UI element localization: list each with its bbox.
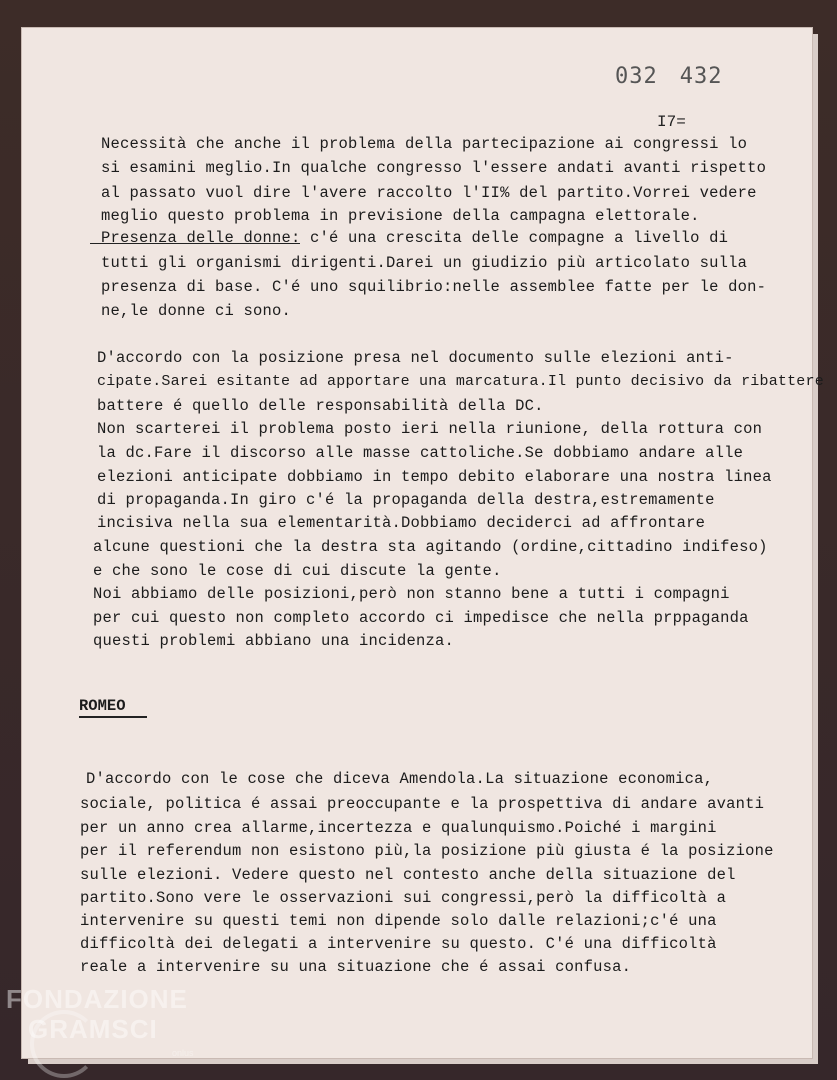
text-line: ne,le donne ci sono. [101,302,292,320]
text-line: elezioni anticipate dobbiamo in tempo debito elaborare una nostra linea [97,468,772,486]
text-line: e che sono le cose di cui discute la gente. [93,562,502,580]
text-line: per cui questo non completo accordo ci impedisce che nella prppaganda [93,609,749,627]
text-line: la dc.Fare il discorso alle masse cattoliche.Se dobbiamo andare alle [97,444,744,462]
text-line: Necessità che anche il problema della partecipazione ai congressi lo [101,135,748,153]
text-line: incisiva nella sua elementarità.Dobbiamo deciderci ad affrontare [97,514,706,532]
text-line: al passato vuol dire l'avere raccolto l'II% del partito.Vorrei vedere [101,184,757,202]
text-line: sulle elezioni. Vedere questo nel contesto anche della situazione del [80,866,736,884]
text-line: partito.Sono vere le osservazioni sui congressi,però la difficoltà a [80,889,727,907]
text-line: di propaganda.In giro c'é la propaganda della destra,estremamente [97,491,715,509]
page-number: I7= [657,113,686,131]
text-line: cipate.Sarei esitante ad apportare una marcatura.Il punto decisivo da ribattere [97,373,824,390]
watermark-small: onlus [172,1048,194,1058]
text-line: intervenire su questi temi non dipende solo dalle relazioni;c'é una [80,912,717,930]
watermark [6,984,188,1044]
text-line: D'accordo con la posizione presa nel documento sulle elezioni anti- [97,349,734,367]
text-line: questi problemi abbiano una incidenza. [93,632,455,650]
text-line: presenza di base. C'é uno squilibrio:nelle assemblee fatte per le don- [101,278,767,296]
text-line: si esamini meglio.In qualche congresso l'essere andati avanti rispetto [101,159,767,177]
text-line: battere é quello delle responsabilità della DC. [97,397,544,415]
text-line: difficoltà dei delegati a intervenire su questo. C'é una difficoltà [80,935,717,953]
text-line: alcune questioni che la destra sta agitando (ordine,cittadino indifeso) [93,538,768,556]
text-line: sociale, politica é assai preoccupante e la prospettiva di andare avanti [80,795,765,813]
text-line: per un anno crea allarme,incertezza e qualunquismo.Poiché i margini [80,819,717,837]
archive-number-left: 032 [615,64,658,89]
speaker-name: ROMEO [79,697,126,715]
text-line: meglio questo problema in previsione della campagna elettorale. [101,207,700,225]
text-line: tutti gli organismi dirigenti.Darei un giudizio più articolato sulla [101,254,748,272]
text-line: Non scarterei il problema posto ieri nella riunione, della rottura con [97,420,763,438]
text-line: Noi abbiamo delle posizioni,però non stanno bene a tutti i compagni [93,585,730,603]
archive-number [615,64,723,89]
speaker-underline [79,716,147,718]
watermark-line1: FONDAZIONE [6,984,188,1014]
archive-number-right: 432 [679,64,723,89]
text-line: reale a intervenire su una situazione che é assai confusa. [80,958,632,976]
text-line: Presenza delle donne: c'é una crescita delle compagne a livello di [101,229,729,247]
text-line: per il referendum non esistono più,la posizione più giusta é la posizione [80,842,774,860]
text-line: D'accordo con le cose che diceva Amendola.La situazione economica, [86,770,714,788]
watermark-line2: GRAMSCI [28,1014,158,1044]
